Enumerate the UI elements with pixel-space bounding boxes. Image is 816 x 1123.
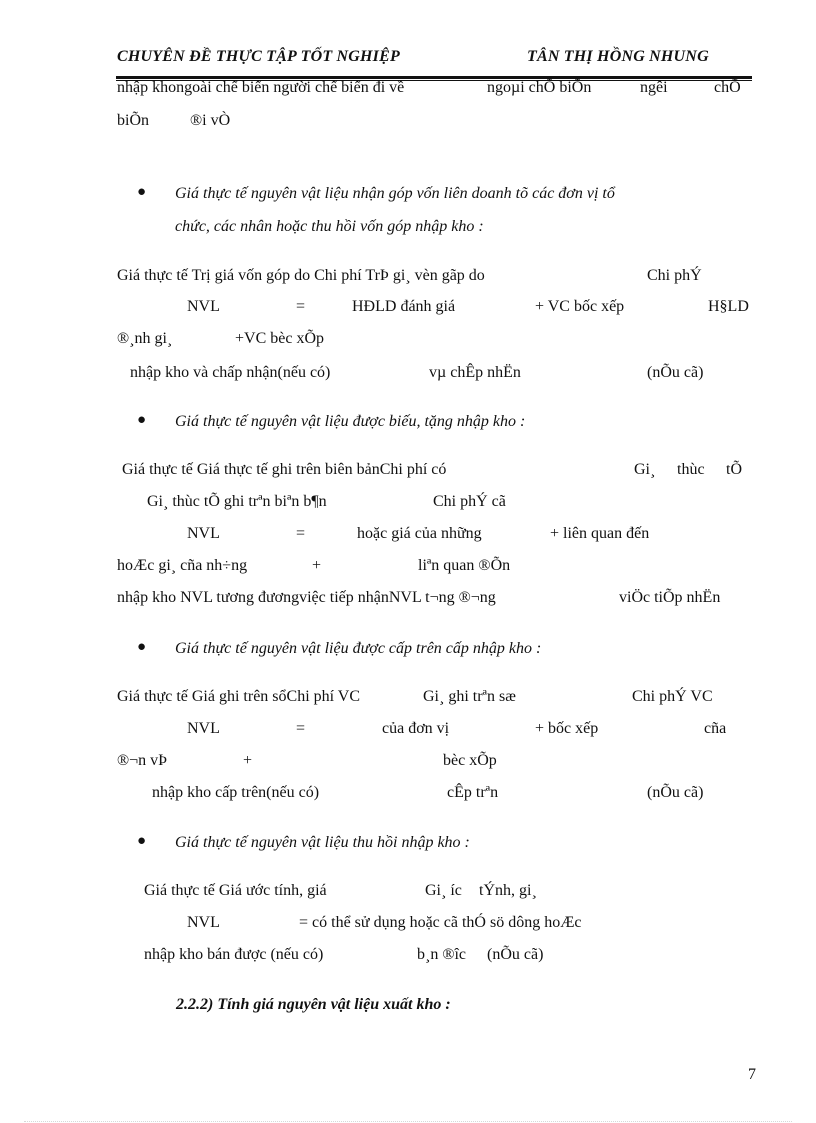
formula-line: (nÕu cã) xyxy=(647,784,704,801)
formula-line: NVL xyxy=(187,298,220,315)
bullet-icon: ● xyxy=(137,639,147,655)
formula-line: tÝnh, gi¸ xyxy=(479,882,537,899)
bullet-icon: ● xyxy=(137,184,147,200)
formula-line: cña xyxy=(704,720,727,737)
page-number: 7 xyxy=(748,1066,756,1083)
bullet-text: Giá thực tế nguyên vật liệu được cấp trên cấp nhập kho : xyxy=(175,640,542,657)
formula-line: NVL xyxy=(187,720,220,737)
formula-line: (nÕu cã) xyxy=(487,946,544,963)
formula-line: Gi¸ íc xyxy=(425,882,462,899)
formula-line: ®¸nh gi¸ xyxy=(117,330,173,347)
bullet-icon: ● xyxy=(137,412,147,428)
formula-line: = xyxy=(296,720,306,737)
formula-line: của đơn vị xyxy=(382,720,450,737)
formula-line: Chi phÝ cã xyxy=(433,493,506,510)
formula-line: b¸n ®îc xyxy=(417,946,467,963)
formula-line: NVL xyxy=(187,914,220,931)
bullet-text: chức, các nhân hoặc thu hồi vốn góp nhập kho : xyxy=(175,218,484,235)
formula-line: Giá thực tế Giá ghi trên sổChi phí VC xyxy=(117,688,361,705)
text-line: biÕn xyxy=(117,112,149,129)
formula-line: (nÕu cã) xyxy=(647,364,704,381)
formula-line: H§LD xyxy=(708,298,749,315)
formula-line: Giá thực tế Giá ước tính, giá xyxy=(144,882,327,899)
formula-line: NVL xyxy=(187,525,220,542)
formula-line: liªn quan ®Õn xyxy=(418,557,511,574)
formula-line: nhập kho bán được (nếu có) xyxy=(144,946,324,963)
formula-line: thùc xyxy=(677,461,705,478)
formula-line: ®¬n vÞ xyxy=(117,752,168,769)
formula-line: + liên quan đến xyxy=(550,525,650,542)
formula-line: Gi¸ thùc tÕ ghi trªn biªn b¶n xyxy=(147,493,327,510)
formula-line: nhập kho NVL tương đươngviệc tiếp nhậnNVL t¬ng ®¬ng xyxy=(117,589,496,606)
formula-line: + bốc xếp xyxy=(535,720,599,737)
formula-line: Chi phÝ xyxy=(647,267,702,284)
bullet-text: Giá thực tế nguyên vật liệu được biếu, tặng nhập kho : xyxy=(175,413,526,430)
formula-line: HĐLD đánh giá xyxy=(352,298,456,315)
header-right: TÂN THỊ HỒNG NHUNG xyxy=(527,48,709,65)
footer-divider xyxy=(24,1121,792,1122)
formula-line: + xyxy=(243,752,253,769)
formula-line: = xyxy=(296,298,306,315)
formula-line: tÕ xyxy=(726,461,742,478)
formula-line: + VC bốc xếp xyxy=(535,298,625,315)
text-line: chÕ xyxy=(714,79,741,96)
formula-line: hoÆc gi¸ cña nh÷ng xyxy=(117,557,248,574)
formula-line: nhập kho và chấp nhận(nếu có) xyxy=(130,364,331,381)
formula-line: +VC bèc xÕp xyxy=(235,330,325,347)
bullet-text: Giá thực tế nguyên vật liệu nhận góp vốn liên doanh tõ các đơn vị tổ xyxy=(175,185,615,202)
text-line: ngêi xyxy=(640,79,668,96)
formula-line: Gi¸ xyxy=(634,461,656,478)
text-line: ®i vÒ xyxy=(190,112,231,129)
formula-line: = xyxy=(296,525,306,542)
text-line: nhập khongoài chế biến người chế biến đi về xyxy=(117,79,405,96)
formula-line: cÊp trªn xyxy=(447,784,499,801)
bullet-icon: ● xyxy=(137,833,147,849)
formula-line: hoặc giá của những xyxy=(357,525,482,542)
text-line: ngoµi chÕ biÕn xyxy=(487,79,592,96)
formula-line: Chi phÝ VC xyxy=(632,688,713,705)
formula-line: = có thể sử dụng hoặc cã thÓ sö dông hoÆc xyxy=(299,914,582,931)
section-heading: 2.2.2) Tính giá nguyên vật liệu xuất kho : xyxy=(176,996,451,1013)
formula-line: Giá thực tế Trị giá vốn góp do Chi phí TrÞ gi¸ vèn gãp do xyxy=(117,267,485,284)
bullet-text: Giá thực tế nguyên vật liệu thu hồi nhập kho : xyxy=(175,834,470,851)
formula-line: vµ chÊp nhËn xyxy=(429,364,521,381)
formula-line: + xyxy=(312,557,322,574)
formula-line: Giá thực tế Giá thực tế ghi trên biên bảnChi phí có xyxy=(122,461,447,478)
formula-line: bèc xÕp xyxy=(443,752,497,769)
header-left: CHUYÊN ĐỀ THỰC TẬP TỐT NGHIỆP xyxy=(117,48,400,65)
formula-line: viÖc tiÕp nhËn xyxy=(619,589,721,606)
formula-line: nhập kho cấp trên(nếu có) xyxy=(152,784,320,801)
formula-line: Gi¸ ghi trªn sæ xyxy=(423,688,516,705)
